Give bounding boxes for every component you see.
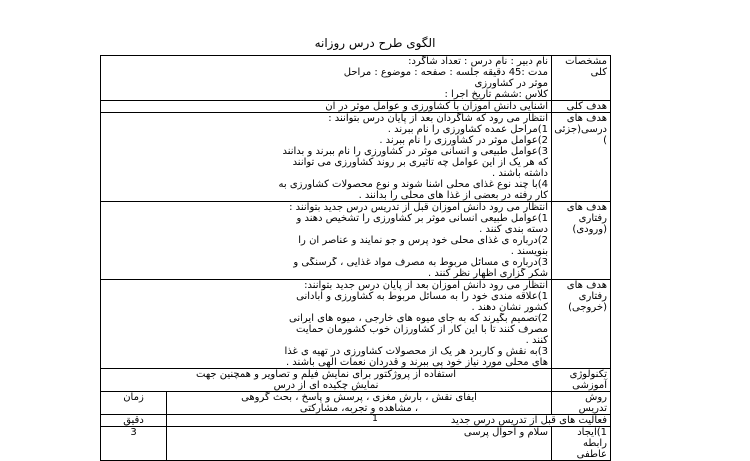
partial-goal-line: 4)با چند نوع غذای محلی آشنا شوند و نوع محصولات کشاورزی به — [278, 179, 548, 190]
entry-goal-line: دسته بندی کنند . — [479, 224, 548, 235]
cell-exit-goals — [101, 280, 552, 369]
cell-method — [167, 392, 552, 415]
cell-entry-goals — [101, 202, 552, 280]
partial-goal-line: 2)عوامل موثر در کشاورزی را نام ببرند . — [379, 135, 548, 146]
exit-goal-line: انتظار می رود دانش آموزان بعد از پایان درس جدید بتوانند: — [304, 280, 548, 291]
row-method — [101, 392, 611, 415]
cell-pre-activity: فعالیت های قبل از تدریس درس جدید — [167, 415, 611, 427]
label-partial-goals: هدف های درسی(جزئی ) — [552, 113, 611, 202]
page-number: 1 — [372, 414, 378, 424]
general-line: نام دبیر : نام درس : تعداد شاگرد: — [408, 56, 548, 67]
partial-goal-line: داشته باشند . — [491, 168, 548, 179]
entry-goal-line: شکر گزاری اظهار نظر کنند . — [428, 268, 548, 279]
method-line: ، مشاهده و تجربه، مشارکتی — [299, 403, 419, 414]
method-line: ایفای نقش ، بارش مغزی ، پرسش و پاسخ ، بحث گروهی — [241, 392, 477, 403]
partial-goal-line: که هر یک از این عوامل چه تاثیری بر روند کشاورزی می توانند — [292, 157, 548, 168]
entry-goal-line: بنویسند . — [510, 246, 548, 257]
label-technology: تکنولوژی آموزشی — [552, 369, 611, 392]
exit-goal-line: مصرف کنند تا با این کار از کشاورزان خوب کشورمان حمایت — [296, 324, 548, 335]
minute-header: دقیق — [101, 415, 167, 427]
partial-goal-line: انتظار می رود که شاگردان بعد از پایان درس بتوانند : — [328, 113, 548, 124]
partial-goal-line: 1)مراحل عمده کشاورزی را نام ببرند . — [387, 124, 548, 135]
exit-goal-line: های محلی مورد نیاز خود پی ببرند و قدردان نعمات الهی باشند . — [285, 357, 548, 368]
row-entry-goals — [101, 202, 611, 280]
row-general-goal — [101, 101, 611, 113]
exit-goal-line: 1)علاقه مندی خود را به مسائل مربوط به کشاورزی و آبادانی — [296, 291, 548, 302]
general-line: مدت :45 دقیقه جلسه : صفحه : موضوع : مراحل — [343, 67, 548, 78]
lesson-plan-table — [100, 55, 611, 461]
general-line: موثر در کشاورزی — [474, 78, 548, 89]
time-header: زمان — [101, 392, 167, 415]
label-rapport — [552, 427, 611, 461]
page-title: الگوی طرح درس روزانه — [314, 36, 436, 50]
general-line: کلاس :ششم تاریخ اجرا : — [444, 89, 548, 100]
cell-partial-goals — [101, 113, 552, 202]
cell-general-goal: آشنایی دانش آموزان با کشاورزی و عوامل موثر در آن — [101, 101, 552, 113]
row-general-specs — [101, 56, 611, 101]
rapport-minutes: 3 — [101, 427, 167, 461]
entry-goal-line: 1)عوامل طبیعی انسانی موثر بر کشاورزی را تشخیص دهند و — [296, 213, 548, 224]
label-general-specs: مشخصات کلی — [552, 56, 611, 101]
entry-goal-line: انتظار می رود دانش آموزان قبل از تدریس درس جدید بتوانند : — [289, 202, 548, 213]
cell-technology — [101, 369, 552, 392]
exit-goal-line: 3)به نقش و کاربرد هر یک از محصولات کشاورزی در تهیه ی غذا — [284, 346, 548, 357]
row-exit-goals — [101, 280, 611, 369]
cell-rapport: سلام و احوال پرسی — [167, 427, 552, 461]
label-exit-goals: هدف های رفتاری (خروجی) — [552, 280, 611, 369]
technology-line: نمایش چکیده ای از درس — [273, 380, 379, 391]
exit-goal-line: 2)تصمیم بگیرند که به جای میوه های خارجی ، میوه های ایرانی — [289, 313, 548, 324]
label-method: روش تدریس — [552, 392, 611, 415]
row-partial-goals — [101, 113, 611, 202]
technology-line: استفاده از پروژکتور برای نمایش فیلم و تصاویر و همچنین جهت — [196, 369, 456, 380]
label-general-goal: هدف کلی — [552, 101, 611, 113]
exit-goal-line: کنند . — [525, 335, 548, 346]
entry-goal-line: 3)درباره ی مسائل مربوط به مصرف مواد غذایی ، گرسنگی و — [293, 257, 548, 268]
partial-goal-line: 3)عوامل طبیعی و انسانی موثر در کشاورزی را نام ببرند و بدانند — [282, 146, 548, 157]
partial-goal-line: کار رفته در بعضی از غذا های محلی را بدانند . — [358, 190, 548, 201]
row-technology — [101, 369, 611, 392]
rapport-label: 1)ایجاد رابطه عاطفی — [576, 427, 607, 460]
label-entry-goals: هدف های رفتاری (ورودی) — [552, 202, 611, 280]
row-rapport — [101, 427, 611, 461]
cell-general-specs — [101, 56, 552, 101]
exit-goal-line: کشور نشان دهند . — [471, 302, 548, 313]
entry-goal-line: 2)درباره ی غذای محلی خود پرس و جو نمایند و عناصر آن را — [298, 235, 548, 246]
